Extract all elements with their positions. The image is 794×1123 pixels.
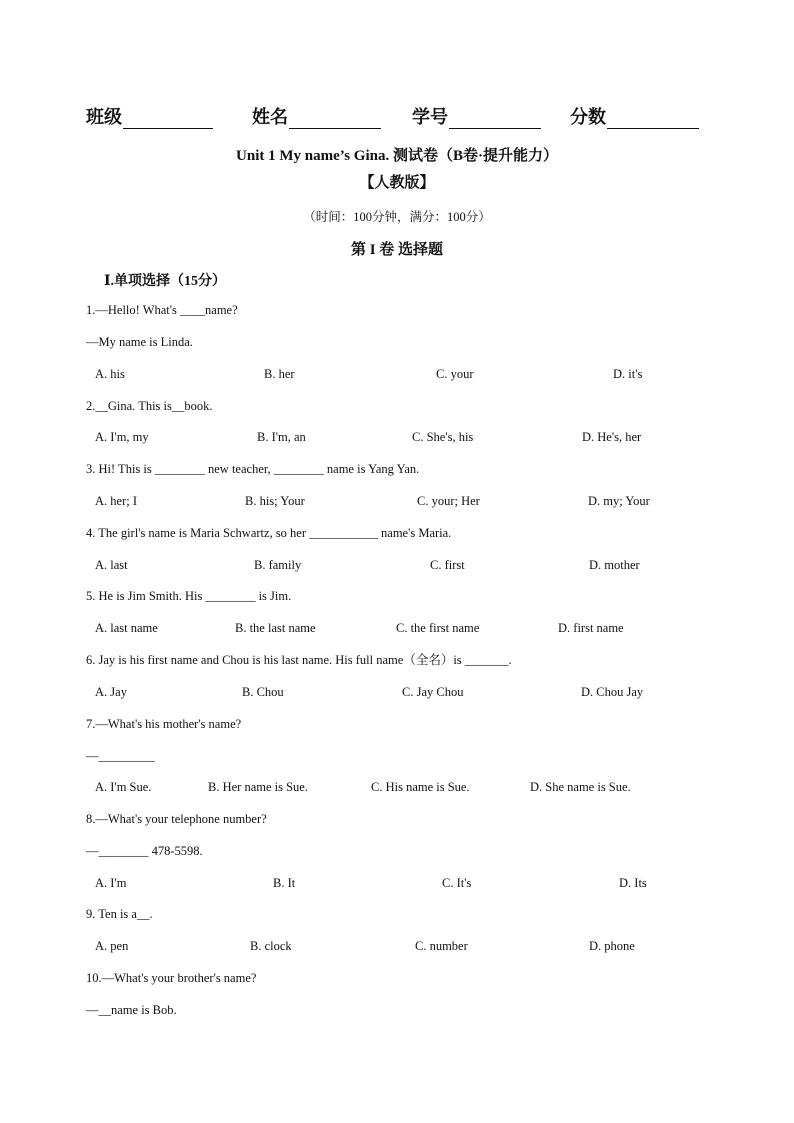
answer-option[interactable]: D. Chou Jay — [581, 685, 644, 699]
answer-option[interactable]: B. clock — [250, 939, 292, 953]
answer-option[interactable]: D. my; Your — [588, 494, 650, 508]
score-field[interactable] — [570, 103, 699, 129]
section-heading: Ⅰ.单项选择（15分） — [104, 274, 227, 289]
question-stem: 2.__Gina. This is__book. — [86, 399, 213, 413]
answer-option[interactable]: C. your; Her — [417, 494, 480, 508]
name-label: 姓名 — [252, 107, 288, 127]
question-stem: 4. The girl's name is Maria Schwartz, so her ___________ name's Maria. — [86, 526, 452, 540]
score-blank[interactable] — [607, 109, 699, 129]
class-blank[interactable] — [123, 109, 213, 129]
answer-option[interactable]: D. mother — [589, 558, 640, 572]
answer-option[interactable]: C. your — [436, 367, 474, 381]
question-stem: 8.—What's your telephone number? — [86, 812, 267, 826]
volume-heading: 第 I 卷 选择题 — [350, 242, 444, 258]
question-dialogue-line: —__name is Bob. — [86, 1003, 177, 1017]
question-stem: 10.—What's your brother's name? — [86, 971, 257, 985]
student-id-field[interactable] — [412, 103, 541, 129]
answer-option[interactable]: B. Chou — [242, 685, 284, 699]
answer-option[interactable]: B. her — [264, 367, 295, 381]
name-field[interactable] — [252, 103, 381, 129]
answer-option[interactable]: D. first name — [558, 621, 624, 635]
answer-option[interactable]: A. I'm, my — [95, 430, 149, 444]
question-dialogue-line: —_________ — [86, 749, 155, 763]
answer-option[interactable]: B. family — [254, 558, 302, 572]
answer-option[interactable]: D. He's, her — [582, 430, 642, 444]
answer-option[interactable]: C. It's — [442, 876, 472, 890]
answer-option[interactable]: C. Jay Chou — [402, 685, 464, 699]
answer-option[interactable]: A. I'm — [95, 876, 127, 890]
answer-option[interactable]: B. the last name — [235, 621, 316, 635]
answer-option[interactable]: A. his — [95, 367, 125, 381]
answer-option[interactable]: A. I'm Sue. — [95, 780, 152, 794]
edition-label: 【人教版】 — [359, 175, 435, 191]
question-dialogue-line: —My name is Linda. — [86, 335, 193, 349]
answer-option[interactable]: A. last name — [95, 621, 158, 635]
time-info: （时间：100分钟，满分：100分） — [303, 210, 491, 224]
answer-option[interactable]: B. I'm, an — [257, 430, 306, 444]
answer-option[interactable]: D. phone — [589, 939, 635, 953]
answer-option[interactable]: C. number — [415, 939, 468, 953]
answer-option[interactable]: C. the first name — [396, 621, 480, 635]
answer-option[interactable]: C. His name is Sue. — [371, 780, 470, 794]
answer-option[interactable]: D. Its — [619, 876, 647, 890]
answer-option[interactable]: A. her; I — [95, 494, 137, 508]
question-stem: 1.—Hello! What's ____name? — [86, 303, 238, 317]
question-stem: 9. Ten is a__. — [86, 907, 153, 921]
class-field[interactable] — [86, 103, 213, 129]
answer-option[interactable]: C. She's, his — [412, 430, 474, 444]
answer-option[interactable]: A. last — [95, 558, 128, 572]
answer-option[interactable]: C. first — [430, 558, 465, 572]
answer-option[interactable]: D. She name is Sue. — [530, 780, 631, 794]
question-stem: 6. Jay is his first name and Chou is his last name. His full name（全名）is _______. — [86, 653, 512, 667]
question-stem: 3. Hi! This is ________ new teacher, ________ name is Yang Yan. — [86, 462, 420, 476]
page-title: Unit 1 My name’s Gina. 测试卷（B卷·提升能力） — [236, 148, 558, 164]
answer-option[interactable]: B. his; Your — [245, 494, 305, 508]
score-label: 分数 — [570, 107, 606, 127]
answer-option[interactable]: D. it's — [613, 367, 643, 381]
question-stem: 7.—What's his mother's name? — [86, 717, 242, 731]
student-id-blank[interactable] — [449, 109, 541, 129]
answer-option[interactable]: B. It — [273, 876, 296, 890]
student-id-label: 学号 — [412, 107, 448, 127]
answer-option[interactable]: A. Jay — [95, 685, 127, 699]
question-dialogue-line: —________ 478-5598. — [86, 844, 203, 858]
question-stem: 5. He is Jim Smith. His ________ is Jim. — [86, 589, 292, 603]
name-blank[interactable] — [289, 109, 381, 129]
class-label: 班级 — [86, 107, 122, 127]
answer-option[interactable]: B. Her name is Sue. — [208, 780, 308, 794]
answer-option[interactable]: A. pen — [95, 939, 129, 953]
